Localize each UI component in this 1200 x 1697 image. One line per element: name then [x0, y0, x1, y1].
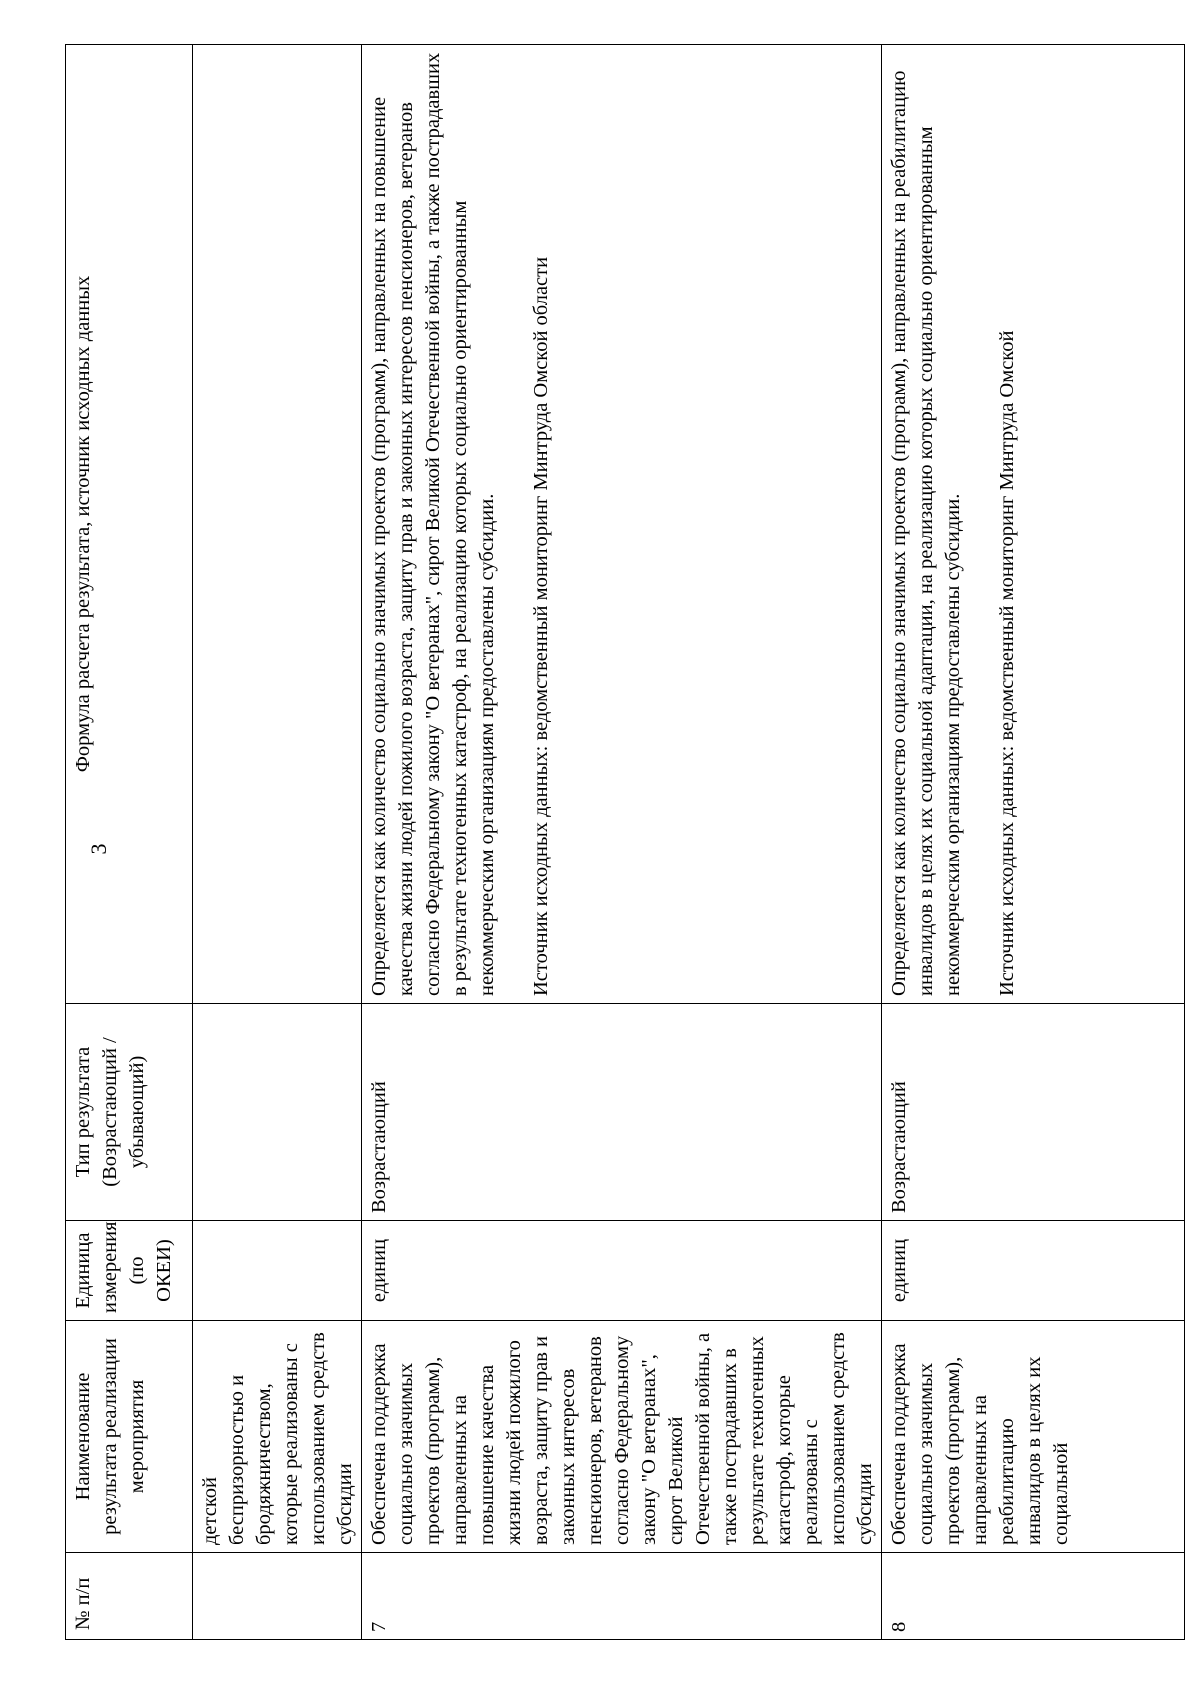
row-result-name: Обеспечена поддержка социально значимых проектов (программ), направленных на реабилитацию инвалидов в целях их социальной [882, 1321, 1185, 1553]
row-result-type: Возрастающий [362, 1004, 882, 1221]
row-number [193, 1553, 362, 1640]
header-result-type: Тип результата (Возрастающий /убывающий) [66, 1004, 193, 1221]
row-result-type: Возрастающий [882, 1004, 1185, 1221]
row-formula: Определяется как количество социально значимых проектов (программ), направленных на реабилитацию инвалидов в целях их социальной адаптации, на реализацию которых социально ориентированным некоммерческим организациям предоставлены субсидии. [888, 70, 964, 996]
table-row [193, 45, 362, 1640]
row-formula-cell [362, 45, 882, 1004]
header-result-name: Наименование результата реализации мероприятия [66, 1321, 193, 1553]
row-number: 8 [882, 1553, 1185, 1640]
header-number: № п/п [66, 1553, 193, 1640]
header-unit: Единица измерения (по ОКЕИ) [66, 1221, 193, 1321]
row-result-type [193, 1004, 362, 1221]
row-result-name: Обеспечена поддержка социально значимых проектов (программ), направленных на повышение качества жизни людей пожилого возраста, защиту прав и законных интересов пенсионеров, ветеранов согласно Федеральному закону "О ветеранах", сирот Великой Отечественной войны, а также пострадавших в результате техногенных катастроф, которые реализованы с использованием средств субсидии [362, 1321, 882, 1553]
row-result-name: детской беспризорностью и бродяжничеством, которые реализованы с использованием средств субсидии [193, 1321, 362, 1553]
row-formula: Определяется как количество социально значимых проектов (программ), направленных на повышение качества жизни людей пожилого возраста, защиту прав и законных интересов пенсионеров, ветеранов согласно Федеральному закону "О ветеранах", сирот Великой Отечественной войны, а также пострадавших в результате техногенных катастроф, на реализацию которых социально ориентированным некоммерческим организациям предоставлены субсидии. [368, 52, 498, 996]
paragraph-gap [501, 52, 528, 996]
row-formula-cell [882, 45, 1185, 1004]
table-header-row [66, 45, 193, 1640]
header-formula: Формула расчета результата, источник исходных данных [66, 45, 193, 1004]
row-unit: единиц [362, 1221, 882, 1321]
results-table [65, 44, 1185, 1640]
row-formula-cell [193, 45, 362, 1004]
row-source: Источник исходных данных: ведомственный мониторинг Минтруда Омской области [530, 256, 552, 996]
table-row [362, 45, 882, 1640]
row-number: 7 [362, 1553, 882, 1640]
row-unit: единиц [882, 1221, 1185, 1321]
table-row [882, 45, 1185, 1640]
row-unit [193, 1221, 362, 1321]
paragraph-gap [967, 52, 994, 996]
page-number: 3 [86, 843, 111, 855]
row-source: Источник исходных данных: ведомственный мониторинг Минтруда Омской [996, 330, 1018, 996]
